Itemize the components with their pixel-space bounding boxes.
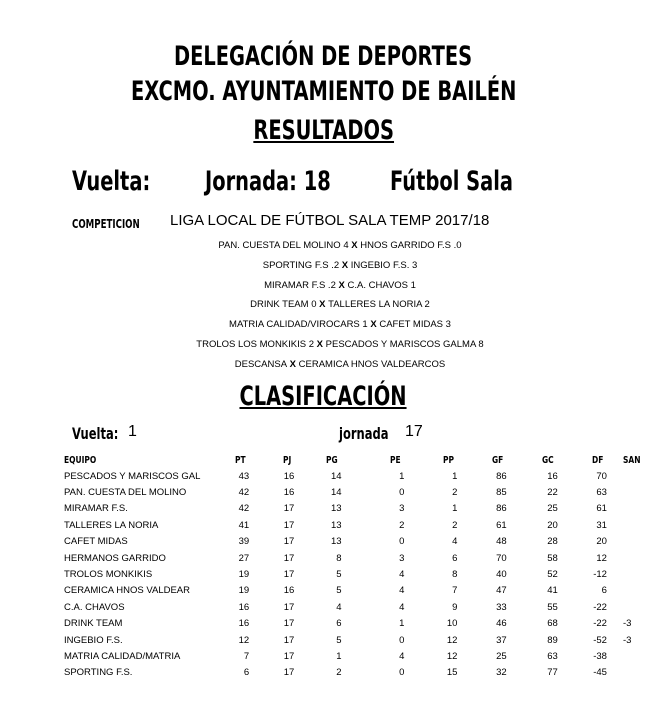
stat-cell: 12 [446, 634, 458, 646]
stat-cell: 6 [336, 618, 342, 630]
match-home: SPORTING F.S .2 [262, 260, 340, 271]
clas-vuelta-value: 1 [128, 423, 137, 440]
stat-cell: 2 [399, 519, 405, 531]
competition-name: LIGA LOCAL DE FÚTBOL SALA TEMP 2017/18 [170, 212, 490, 229]
match-line [0, 240, 647, 251]
header-line-1 [0, 41, 647, 72]
stat-cell: 4 [336, 601, 342, 613]
stat-cell: 16 [238, 601, 250, 613]
stat-cell: 28 [547, 536, 558, 548]
stat-cell: 40 [496, 569, 507, 581]
match-away: INGEBIO F.S. 3 [350, 260, 418, 271]
stat-cell: 86 [496, 503, 507, 515]
team-name-cell: HERMANOS GARRIDO [64, 552, 166, 564]
clas-vuelta-label: Vuelta: [72, 424, 119, 443]
stat-cell: 20 [547, 519, 558, 531]
stat-cell: 58 [547, 552, 558, 564]
column-header: GC [542, 454, 554, 466]
stat-cell [607, 583, 647, 599]
stat-cell: 31 [596, 519, 607, 531]
stat-cell [607, 566, 647, 582]
match-away: TALLERES LA NORIA 2 [328, 299, 430, 310]
match-line [0, 299, 647, 310]
stat-cell: -3 [622, 618, 632, 630]
team-name-cell: SPORTING F.S. [64, 667, 133, 679]
stat-cell: 3 [399, 503, 405, 515]
sport-label: Fútbol Sala [390, 166, 514, 197]
stat-cell: 16 [238, 618, 250, 630]
stat-cell: 17 [283, 618, 295, 630]
vuelta-label-wrap [72, 166, 151, 197]
table-row [64, 599, 647, 615]
stat-cell: 70 [496, 552, 507, 564]
header-line-2 [0, 76, 647, 107]
team-name-cell: C.A. CHAVOS [64, 601, 125, 613]
stat-cell [607, 534, 647, 550]
stat-cell: -12 [593, 569, 607, 581]
stat-cell: 4 [399, 569, 405, 581]
team-name-cell: DRINK TEAM [64, 618, 123, 630]
match-separator: X [339, 260, 351, 271]
stat-cell: 85 [496, 487, 507, 499]
jornada-label-wrap [205, 166, 380, 197]
stat-cell: 63 [596, 487, 607, 499]
stat-cell: 68 [547, 618, 558, 630]
match-separator: X [287, 359, 299, 370]
jornada-label: Jornada: 18 [205, 166, 331, 197]
stat-cell: 9 [452, 601, 458, 613]
stat-cell: -22 [593, 618, 607, 630]
stat-cell: 19 [238, 569, 250, 581]
clas-jornada-label: jornada [339, 424, 389, 443]
table-row [64, 648, 647, 664]
table-row [64, 550, 647, 566]
stat-cell: 0 [399, 634, 405, 646]
stat-cell: 1 [452, 470, 458, 482]
stat-cell: 15 [446, 667, 458, 679]
match-away: PESCADOS Y MARISCOS GALMA 8 [325, 339, 484, 350]
stat-cell: 12 [238, 634, 250, 646]
match-home: DESCANSA [234, 359, 288, 370]
stat-cell: 8 [452, 569, 458, 581]
team-name-cell: PAN. CUESTA DEL MOLINO [64, 487, 187, 499]
stat-cell: -38 [593, 650, 607, 662]
stat-cell: 5 [336, 569, 342, 581]
stat-cell: 1 [336, 650, 342, 662]
stat-cell: 43 [238, 470, 250, 482]
match-line [0, 339, 647, 350]
stat-cell: 47 [496, 585, 507, 597]
table-row [64, 468, 647, 484]
stat-cell: 4 [399, 650, 405, 662]
match-home: PAN. CUESTA DEL MOLINO 4 [218, 240, 349, 251]
stat-cell: 7 [243, 650, 250, 662]
clas-jornada-wrap [339, 424, 408, 444]
stat-cell: 19 [238, 585, 250, 597]
stat-cell: 17 [283, 519, 295, 531]
stat-cell: -45 [593, 667, 607, 679]
header-line-3 [0, 115, 647, 146]
stat-cell: 0 [399, 487, 405, 499]
column-header: EQUIPO [64, 454, 97, 466]
stat-cell: 12 [446, 650, 458, 662]
stat-cell: 17 [283, 536, 295, 548]
stat-cell: 42 [238, 503, 250, 515]
stat-cell: 33 [496, 601, 507, 613]
stat-cell: 46 [496, 618, 507, 630]
stat-cell: 16 [283, 470, 295, 482]
stat-cell: 55 [547, 601, 558, 613]
stat-cell: 0 [399, 667, 405, 679]
match-line [0, 319, 647, 330]
match-line [0, 280, 647, 291]
stat-cell: 41 [547, 585, 558, 597]
stat-cell: 2 [452, 487, 458, 499]
stat-cell [607, 517, 647, 533]
stat-cell: 48 [496, 536, 507, 548]
table-row [64, 616, 647, 632]
competition-label: COMPETICION [72, 217, 140, 231]
match-away: HNOS GARRIDO F.S .0 [360, 240, 462, 251]
stat-cell [607, 665, 647, 681]
stat-cell: 2 [336, 667, 342, 679]
stat-cell: 37 [496, 634, 507, 646]
match-separator: X [348, 240, 361, 251]
stat-cell: -22 [593, 601, 607, 613]
stat-cell: 4 [399, 585, 405, 597]
stat-cell: 0 [399, 536, 405, 548]
match-separator: X [367, 319, 380, 330]
stat-cell: 4 [452, 536, 458, 548]
clas-vuelta-wrap [72, 424, 136, 444]
table-row [64, 665, 647, 681]
header-title-2: EXCMO. AYUNTAMIENTO DE BAILÉN [130, 76, 517, 107]
team-name-cell: INGEBIO F.S. [64, 634, 123, 646]
team-name-cell: MIRAMAR F.S. [64, 503, 128, 515]
stat-cell: 16 [283, 585, 295, 597]
stat-cell: 61 [496, 519, 507, 531]
team-name-cell: TROLOS MONKIKIS [64, 569, 153, 581]
team-name-cell: CERAMICA HNOS VALDEAR [64, 585, 190, 597]
stat-cell: -52 [593, 634, 607, 646]
stat-cell: 86 [496, 470, 507, 482]
table-header-row [64, 452, 647, 468]
table-body [64, 468, 647, 681]
stat-cell: 32 [496, 667, 507, 679]
match-home: TROLOS LOS MONKIKIS 2 [196, 339, 315, 350]
stat-cell: 6 [452, 552, 458, 564]
stat-cell: 17 [283, 569, 295, 581]
stat-cell: 61 [596, 503, 607, 515]
stat-cell [607, 501, 647, 517]
stat-cell [607, 550, 647, 566]
results-heading: RESULTADOS [253, 115, 394, 146]
column-header: PJ [283, 454, 292, 466]
stat-cell: 63 [547, 650, 558, 662]
competition-label-wrap [72, 215, 166, 233]
table-row [64, 534, 647, 550]
match-home: MIRAMAR F.S .2 [264, 280, 336, 291]
stat-cell: -3 [622, 634, 632, 646]
stat-cell: 17 [283, 503, 295, 515]
stat-cell: 12 [596, 552, 607, 564]
column-header: PG [326, 454, 338, 466]
table-row [64, 484, 647, 500]
stat-cell: 17 [283, 650, 295, 662]
table-row [64, 583, 647, 599]
column-header: PT [235, 454, 246, 466]
stat-cell: 41 [238, 519, 250, 531]
stat-cell: 17 [283, 552, 295, 564]
stat-cell: 89 [547, 634, 558, 646]
stat-cell [607, 484, 647, 500]
stat-cell [607, 648, 647, 664]
table-row [64, 517, 647, 533]
team-name-cell: PESCADOS Y MARISCOS GAL [64, 470, 201, 482]
column-header: DF [591, 454, 604, 466]
match-away: CAFET MIDAS 3 [379, 319, 451, 330]
stat-cell: 25 [547, 503, 558, 515]
sport-label-wrap [390, 166, 561, 197]
table-row [64, 632, 647, 648]
stat-cell: 5 [336, 634, 342, 646]
stat-cell: 39 [238, 536, 250, 548]
table-row [64, 566, 647, 582]
match-away: CERAMICA HNOS VALDEARCOS [298, 359, 446, 370]
stat-cell: 13 [330, 536, 342, 548]
stat-cell: 3 [399, 552, 405, 564]
stat-cell: 2 [452, 519, 458, 531]
vuelta-label: Vuelta: [72, 166, 151, 197]
stat-cell: 42 [238, 487, 250, 499]
match-home: DRINK TEAM 0 [250, 299, 317, 310]
header-title-1: DELEGACIÓN DE DEPORTES [174, 41, 473, 72]
classification-title: CLASIFICACIÓN [239, 381, 408, 412]
stat-cell [607, 599, 647, 615]
stat-cell: 14 [330, 470, 342, 482]
stat-cell: 8 [336, 552, 342, 564]
stat-cell: 10 [446, 618, 458, 630]
classification-title-wrap [0, 381, 647, 412]
match-separator: X [314, 339, 326, 350]
classification-table [64, 452, 647, 681]
stat-cell: 13 [330, 503, 342, 515]
stat-cell: 4 [399, 601, 405, 613]
stat-cell: 16 [547, 470, 558, 482]
stat-cell: 6 [601, 585, 607, 597]
match-line [0, 359, 647, 370]
column-header: SAN [622, 454, 641, 466]
stat-cell: 1 [399, 618, 405, 630]
column-header: PP [442, 454, 454, 466]
stat-cell: 17 [283, 667, 295, 679]
stat-cell: 70 [596, 470, 607, 482]
stat-cell: 77 [547, 667, 558, 679]
table-row [64, 501, 647, 517]
match-away: C.A. CHAVOS 1 [347, 280, 416, 291]
column-header: PE [390, 454, 401, 466]
match-line [0, 260, 647, 271]
stat-cell: 52 [547, 569, 558, 581]
stat-cell: 20 [596, 536, 607, 548]
stat-cell: 16 [283, 487, 295, 499]
stat-cell: 17 [283, 634, 295, 646]
match-separator: X [316, 299, 329, 310]
stat-cell: 17 [283, 601, 295, 613]
stat-cell: 25 [496, 650, 507, 662]
stat-cell: 27 [238, 552, 250, 564]
match-home: MATRIA CALIDAD/VIROCARS 1 [229, 319, 368, 330]
team-name-cell: CAFET MIDAS [64, 536, 128, 548]
stat-cell: 5 [336, 585, 342, 597]
stat-cell: 7 [452, 585, 458, 597]
clas-jornada-value: 17 [405, 423, 423, 440]
stat-cell: 1 [399, 470, 405, 482]
match-separator: X [335, 280, 348, 291]
stat-cell: 13 [330, 519, 342, 531]
stat-cell: 22 [547, 487, 558, 499]
stat-cell: 6 [243, 667, 250, 679]
team-name-cell: TALLERES LA NORIA [64, 519, 159, 531]
stat-cell [607, 468, 647, 484]
team-name-cell: MATRIA CALIDAD/MATRIA [64, 650, 181, 662]
column-header: GF [491, 454, 503, 466]
stat-cell: 1 [452, 503, 458, 515]
stat-cell: 14 [330, 487, 342, 499]
